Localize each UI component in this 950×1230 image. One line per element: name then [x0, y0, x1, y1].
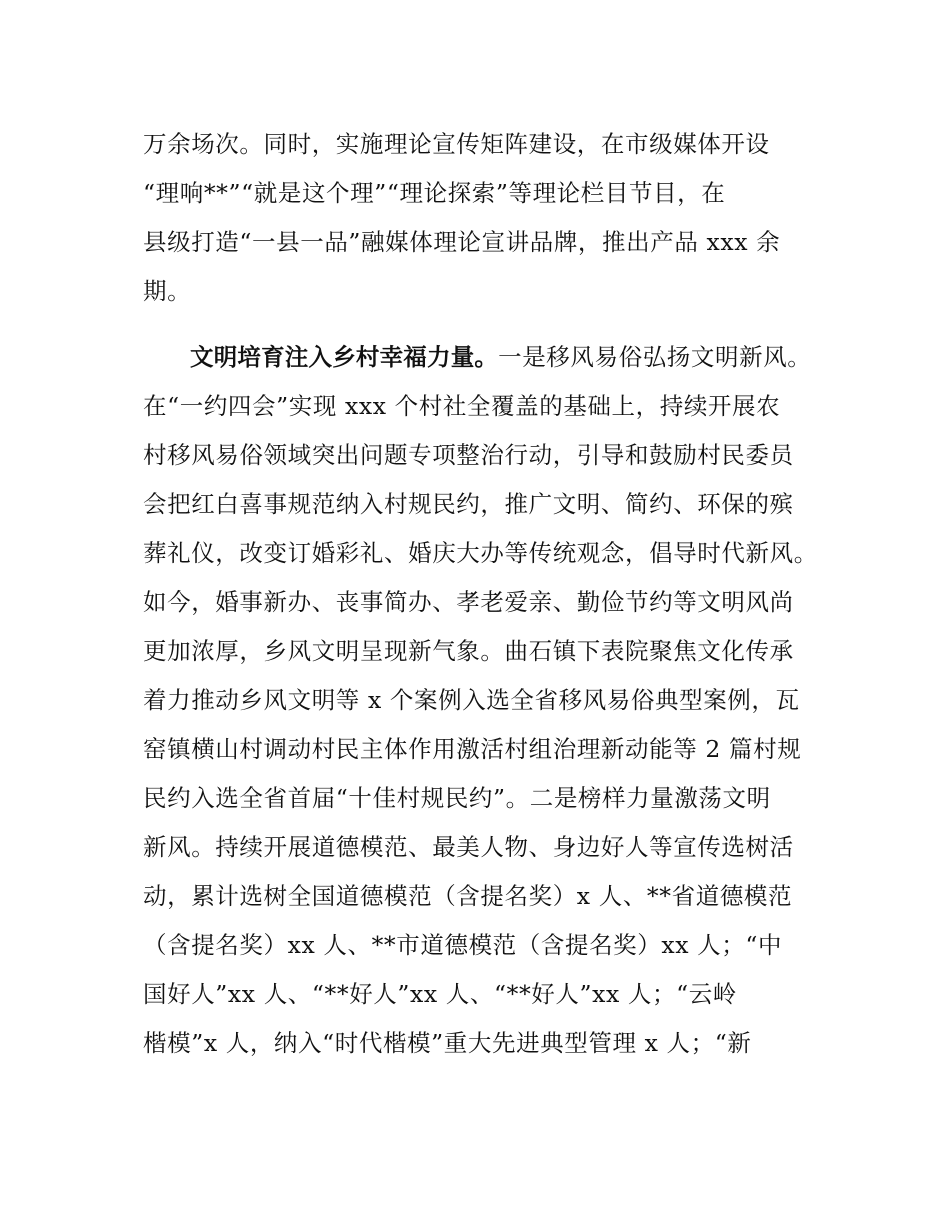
paragraph-2-line: 动，累计选树全国道德模范（含提名奖）x 人、**省道德模范 — [143, 882, 793, 910]
paragraph-2-line: 如今，婚事新办、丧事简办、孝老爱亲、勤俭节约等文明风尚 — [143, 588, 794, 616]
first-line-text: 一是移风易俗弘扬文明新风。 — [498, 343, 812, 371]
paragraph-2-line: 新风。持续开展道德模范、最美人物、身边好人等宣传选树活 — [143, 833, 794, 861]
paragraph-2-line: 楷模”x 人，纳入“时代楷模”重大先进典型管理 x 人；“新 — [143, 1029, 752, 1057]
paragraph-2-line: （含提名奖）xx 人、**市道德模范（含提名奖）xx 人；“中 — [143, 931, 783, 959]
paragraph-2-first-line — [190, 341, 890, 373]
paragraph-2-line: 着力推动乡风文明等 x 个案例入选全省移风易俗典型案例，瓦 — [143, 686, 800, 714]
paragraph-2-line: 民约入选全省首届“十佳村规民约”。二是榜样力量激荡文明 — [143, 784, 771, 812]
paragraph-1-line-4: 期。 — [143, 277, 192, 305]
paragraph-1-line-3: 县级打造“一县一品”融媒体理论宣讲品牌，推出产品 xxx 余 — [143, 228, 781, 256]
paragraph-2-line: 窑镇横山村调动村民主体作用激活村组治理新动能等 2 篇村规 — [143, 735, 802, 763]
section-heading: 文明培育注入乡村幸福力量。 — [190, 343, 499, 371]
paragraph-2-line: 村移风易俗领域突出问题专项整治行动，引导和鼓励村民委员 — [143, 441, 794, 469]
paragraph-2-line: 更加浓厚，乡风文明呈现新气象。曲石镇下表院聚焦文化传承 — [143, 637, 794, 665]
paragraph-2-line: 葬礼仪，改变订婚彩礼、婚庆大办等传统观念，倡导时代新风。 — [143, 539, 818, 567]
paragraph-2-line: 会把红白喜事规范纳入村规民约，推广文明、简约、环保的殡 — [143, 490, 794, 518]
paragraph-2-line: 国好人”xx 人、“**好人”xx 人、“**好人”xx 人；“云岭 — [143, 980, 737, 1008]
paragraph-2-line: 在“一约四会”实现 xxx 个村社全覆盖的基础上，持续开展农 — [143, 392, 781, 420]
paragraph-1-line-2: “理响**”“就是这个理”“理论探索”等理论栏目节目，在 — [143, 179, 726, 207]
paragraph-1-line-1: 万余场次。同时，实施理论宣传矩阵建设，在市级媒体开设 — [143, 130, 770, 158]
